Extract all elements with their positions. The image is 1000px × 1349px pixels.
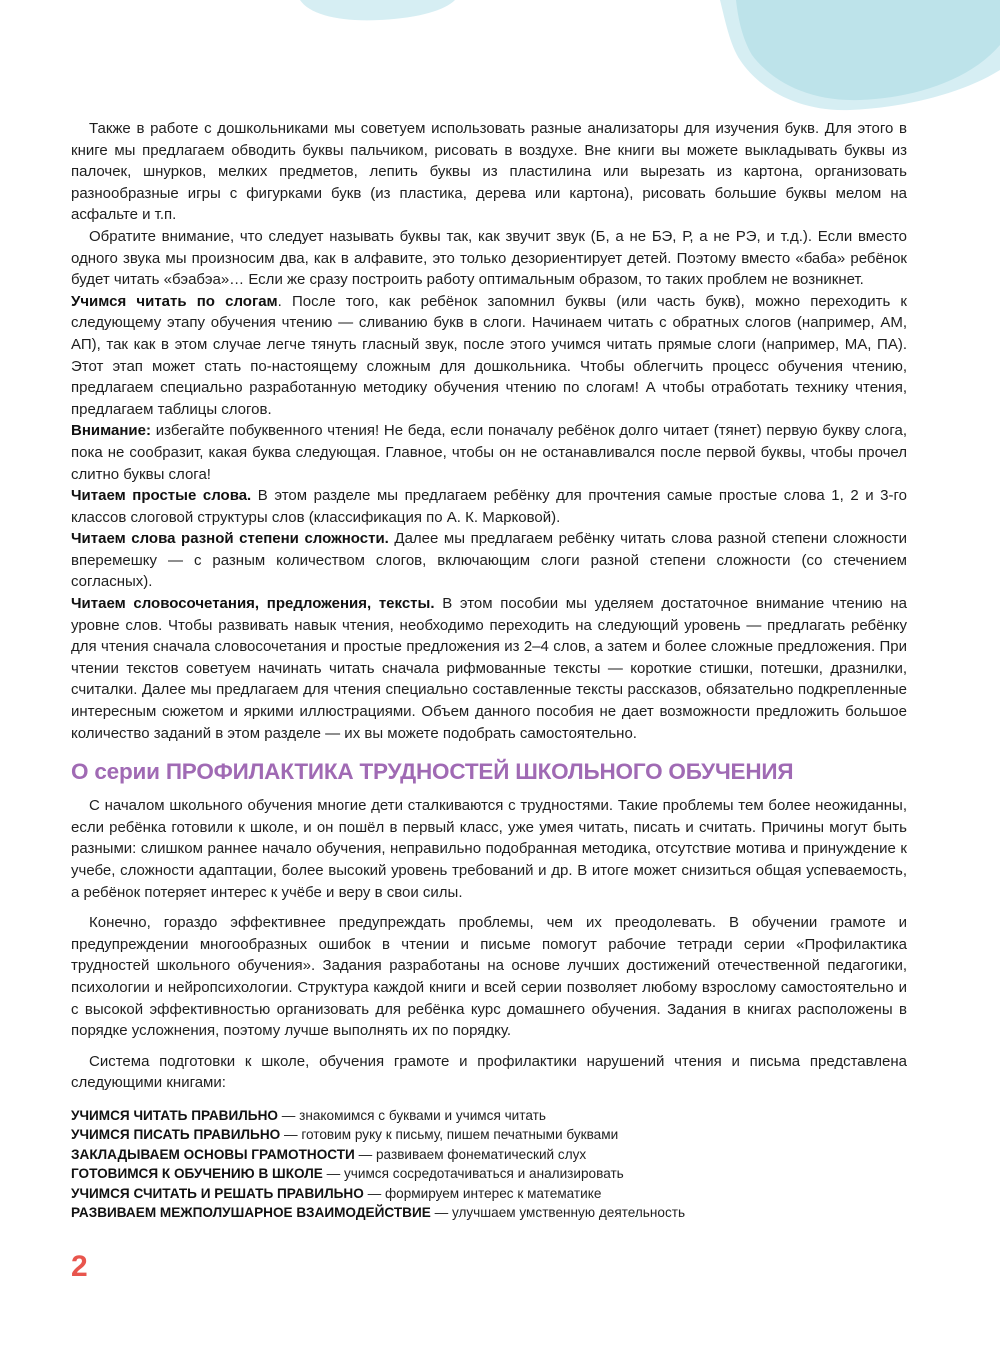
book-title: УЧИМСЯ ПИСАТЬ ПРАВИЛЬНО xyxy=(71,1127,281,1143)
series-paragraph: Система подготовки к школе, обучения грамоте и профилактики нарушений чтения и письма представлена следующими книгами: xyxy=(71,1052,907,1092)
section-text: Далее мы предлагаем ребёнку читать слова разной степени сложности вперемешку — с разным количеством слогов, включающим слоги разной степени сложности (со стечением согласных). xyxy=(71,530,907,591)
page-number: 2 xyxy=(71,1250,88,1283)
section-text: В этом разделе мы предлагаем ребёнку для прочтения самые простые слова 1, 2 и 3-го классов слоговой структуры слов (классификация по А. К. Марковой). xyxy=(71,487,907,526)
series-paragraph: Конечно, гораздо эффективнее предупреждать проблемы, чем их преодолевать. В обучении грамоте и предупреждении многообразных ошибок в чтении и письме помогут рабочие тетради серии «Профилактика трудностей школьного обучения». Задания разработаны на основе лучших достижений отечественной педагогики, психологии и нейропсихологии. Структура каждой книги и всей серии позволяет любому взрослому самостоятельно и с высокой эффективностью организовать для ребёнка курс домашнего обучения. Задания в книгах расположены в порядке усложнения, поэтому лучше выполнять их по порядку. xyxy=(71,914,907,1040)
section-title: Читаем слова разной степени сложности. xyxy=(71,530,389,548)
book-description: — знакомимся с буквами и учимся читать xyxy=(277,1107,546,1123)
decorative-wave xyxy=(0,0,1000,120)
book-list-item xyxy=(71,1164,907,1184)
book-title: УЧИМСЯ ЧИТАТЬ ПРАВИЛЬНО xyxy=(71,1107,278,1123)
section-title: Читаем простые слова. xyxy=(71,487,252,505)
book-description: — учимся сосредотачиваться и анализировать xyxy=(322,1166,624,1182)
section-complex-words xyxy=(71,528,907,593)
main-text xyxy=(71,118,907,1223)
book-list-item xyxy=(71,1203,907,1223)
section-phrases xyxy=(71,593,907,744)
book-description: — развиваем фонематический слух xyxy=(354,1146,587,1162)
section-attention xyxy=(71,420,907,485)
section-text: В этом пособии мы уделяем достаточное внимание чтению на уровне слов. Чтобы развивать навык чтения, необходимо переходить на следующий уровень — предлагать ребёнку для чтения сначала словосочетания и простые предложения из 2–4 слов, а затем и более сложные предложения. При чтении текстов советуем начинать читать сначала рифмованные тексты — короткие стишки, потешки, дразнилки, считалки. Далее мы предлагаем для чтения специально составленные тексты рассказов, обязательно подкрепленные интересным сюжетом и яркими иллюстрациями. Объем данного пособия не дает возможности предложить большое количество заданий в этом разделе — их вы можете подобрать самостоятельно. xyxy=(71,595,907,742)
book-title: ГОТОВИМСЯ К ОБУЧЕНИЮ В ШКОЛЕ xyxy=(71,1166,323,1182)
book-description: — готовим руку к письму, пишем печатными буквами xyxy=(280,1127,619,1143)
book-description: — улучшаем умственную деятельность xyxy=(430,1205,686,1221)
book-title: ЗАКЛАДЫВАЕМ ОСНОВЫ ГРАМОТНОСТИ xyxy=(71,1146,355,1162)
section-text: избегайте побуквенного чтения! Не беда, если поначалу ребёнок долго читает (тянет) первую букву слога, пока не сообразит, какая буква следующая. Главное, чтобы он не останавливался после первой буквы, чтобы прочел слитно буквы слога! xyxy=(71,422,907,483)
book-description: — формируем интерес к математике xyxy=(363,1185,602,1201)
section-simple-words xyxy=(71,485,907,528)
book-list-item xyxy=(71,1106,907,1126)
paragraph: Также в работе с дошкольниками мы советуем использовать разные анализаторы для изучения букв. Для этого в книге мы предлагаем обводить буквы пальчиком, рисовать в воздухе. Вне книги вы можете выкладывать буквы из палочек, шнурков, мелких предметов, лепить буквы из пластилина или вырезать из картона, организовать разнообразные игры с фигурками букв (из пластика, дерева или картона), рисовать большие буквы мелом на асфальте и т.п. xyxy=(71,120,907,224)
section-reading-syllables xyxy=(71,291,907,421)
section-title: Читаем словосочетания, предложения, тексты. xyxy=(71,595,435,613)
series-paragraph: С началом школьного обучения многие дети сталкиваются с трудностями. Такие проблемы тем более неожиданны, если ребёнка готовили к школе, и он пошёл в первый класс, уже умея читать, писать и считать. Причины могут быть разными: слишком раннее начало обучения, неправильно подобранная методика, отсутствие мотива и принуждение к учебе, сложности адаптации, более высокий уровень требований и др. В итоге может снизиться общая успеваемость, а ребёнок потеряет интерес к учёбе и веру в свои силы. xyxy=(71,797,907,901)
section-text: . После того, как ребёнок запомнил буквы (или часть букв), можно переходить к следующему этапу обучения чтению — сливанию букв в слоги. Начинаем читать с обратных слогов (например, АМ, АП), так как в этом случае легче тянуть гласный звук, после этого учимся читать прямые слоги (например, МА, ПА). Этот этап может стать по-настоящему сложным для дошкольника. Чтобы облегчить процесс обучения чтению, предлагаем специально разработанную методику обучения чтению по слогам! А чтобы отработать технику чтения, предлагаем таблицы слогов. xyxy=(71,292,907,418)
book-title: РАЗВИВАЕМ МЕЖПОЛУШАРНОЕ ВЗАИМОДЕЙСТВИЕ xyxy=(71,1205,431,1221)
section-title: Учимся читать по слогам xyxy=(71,292,278,310)
book-title: УЧИМСЯ СЧИТАТЬ И РЕШАТЬ ПРАВИЛЬНО xyxy=(71,1185,364,1201)
book-list-item xyxy=(71,1184,907,1204)
section-title: Внимание: xyxy=(71,422,151,440)
book-list xyxy=(71,1106,907,1223)
paragraph: Обратите внимание, что следует называть буквы так, как звучит звук (Б, а не БЭ, Р, а не РЭ, и т.д.). Если вместо одного звука мы произносим два, как в алфавите, это только дезориентирует детей. Поэтому вместо «баба» ребёнок будет читать «бэабэа»… Если же сразу построить работу оптимальным образом, то таких проблем не возникнет. xyxy=(71,227,907,289)
book-list-item xyxy=(71,1125,907,1145)
series-heading: О серии ПРОФИЛАКТИКА ТРУДНОСТЕЙ ШКОЛЬНОГО ОБУЧЕНИЯ xyxy=(71,759,794,785)
book-list-item xyxy=(71,1145,907,1165)
